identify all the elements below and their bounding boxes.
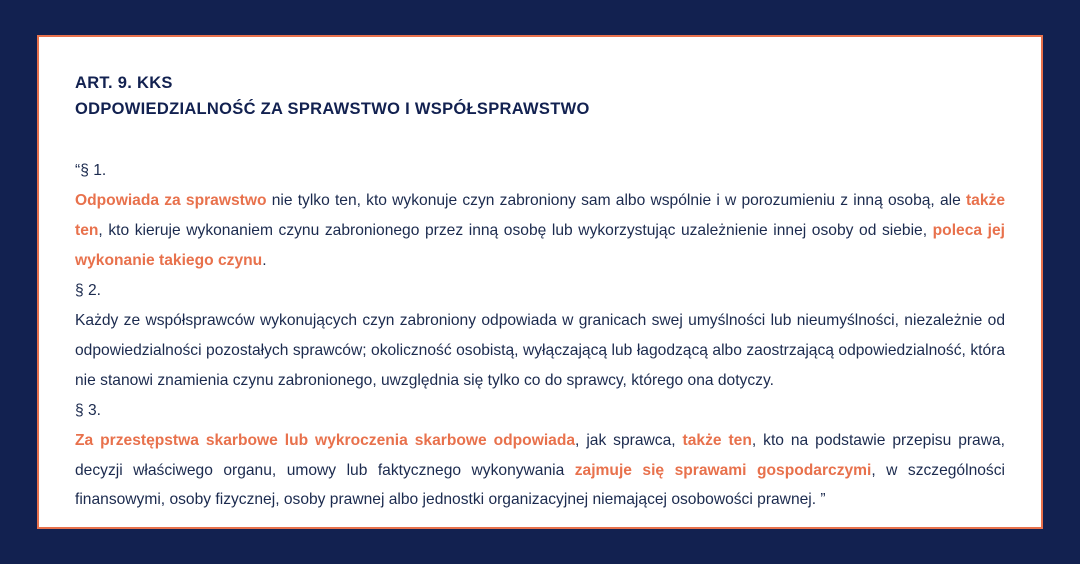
- paragraph-3-label: § 3.: [75, 401, 102, 419]
- paragraph-1: [75, 156, 1005, 276]
- paragraph-1-text-2: , kto kieruje wykonaniem czynu zabronionego przez inną osobę lub wykorzystując uzależnienie innej osoby od siebie,: [98, 222, 933, 239]
- paragraph-1-text-3: .: [262, 251, 267, 269]
- highlight-1-1: Odpowiada za sprawstwo: [75, 192, 267, 210]
- paragraph-2-label: § 2.: [75, 281, 102, 299]
- paragraph-3-text-3: , w szczególności finansowymi, osoby fizycznej, osoby prawnej albo jednostki organizacyjnej niemającej osobowości prawnej. ”: [75, 461, 1005, 509]
- highlight-1-3: poleca jej wykonanie takiego czynu: [75, 222, 1005, 269]
- highlight-3-2: także ten: [682, 431, 752, 449]
- highlight-1-2: także ten: [75, 192, 1005, 239]
- paragraph-3: [75, 396, 1005, 516]
- highlight-3-3: zajmuje się sprawami gospodarczymi: [574, 461, 872, 479]
- article-body: [75, 156, 1005, 515]
- paragraph-2: [75, 276, 1005, 396]
- paragraph-3-text-1: , jak sprawca,: [575, 431, 683, 449]
- title-line-2: ODPOWIEDZIALNOŚĆ ZA SPRAWSTWO I WSPÓŁSPRAWSTWO: [75, 99, 590, 118]
- paragraph-2-text: Każdy ze współsprawców wykonujących czyn zabroniony odpowiada w granicach swej umyślności lub nieumyślności, niezależnie od odpowiedzialności pozostałych sprawców; okoliczność osobistą, wyłączającą lub łagodzącą albo zaostrzającą odpowiedzialność, która nie stanowi znamienia czynu zabronionego, uwzględnia się tylko co do sprawcy, którego ona dotyczy.: [75, 311, 1005, 389]
- paragraph-3-text-2: , kto na podstawie przepisu prawa, decyzji właściwego organu, umowy lub faktycznego wykonywania: [75, 431, 1006, 479]
- paragraph-1-label: “§ 1.: [75, 162, 107, 180]
- highlight-3-1: Za przestępstwa skarbowe lub wykroczenia skarbowe odpowiada: [75, 431, 576, 449]
- content-card: [37, 35, 1043, 529]
- title-line-1: ART. 9. KKS: [75, 74, 173, 92]
- page-title: [75, 71, 1005, 122]
- paragraph-1-text-1: nie tylko ten, kto wykonuje czyn zabroniony sam albo wspólnie i w porozumieniu z inną osobą, ale: [266, 192, 966, 210]
